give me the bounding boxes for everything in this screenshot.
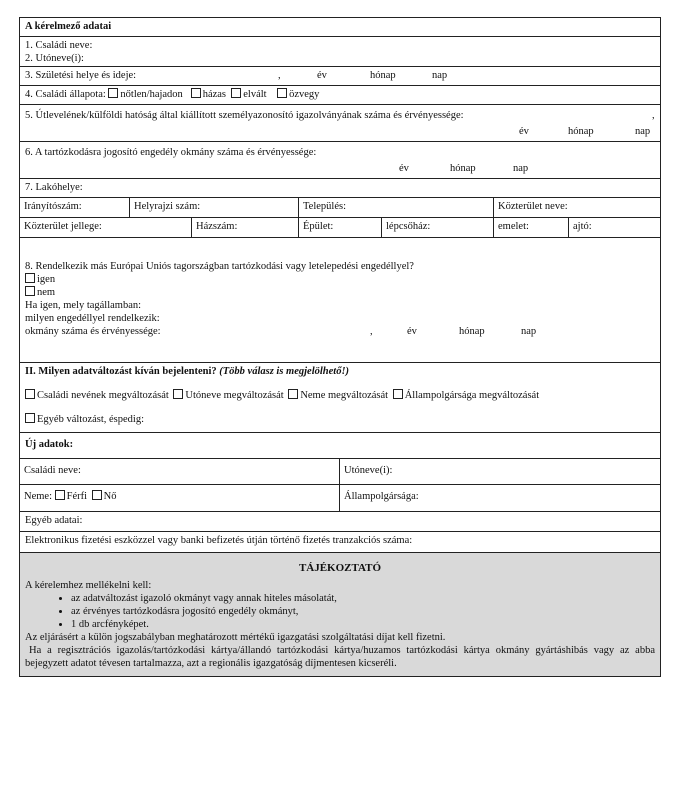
address-header bbox=[20, 179, 660, 198]
change-citizenship-label: Állampolgársága megváltozását bbox=[404, 390, 540, 401]
section-2 bbox=[20, 363, 660, 433]
change-gender-label: Neme megváltozását bbox=[300, 390, 389, 401]
eu-permit-no-checkbox[interactable] bbox=[25, 286, 35, 296]
change-citizenship-checkbox[interactable] bbox=[393, 389, 403, 399]
new-name-row bbox=[20, 459, 660, 485]
residence-month-label: hónap bbox=[450, 163, 476, 174]
passport-year-label: év bbox=[519, 126, 529, 137]
birth-comma: , bbox=[278, 70, 281, 81]
floor-cell[interactable]: emelet: bbox=[494, 218, 569, 237]
name-fields[interactable] bbox=[20, 37, 660, 67]
gender-female-checkbox[interactable] bbox=[92, 490, 102, 500]
street-type-cell[interactable]: Közterület jellege: bbox=[20, 218, 192, 237]
attachment-item: • az adatváltozást igazoló okmányt vagy annak hiteles másolatát, bbox=[71, 592, 655, 605]
gender-male-checkbox[interactable] bbox=[55, 490, 65, 500]
eu-permit-question: 8. Rendelkezik más Európai Uniós tagországban tartózkodási vagy letelepedési engedéllyel? bbox=[25, 261, 414, 272]
marital-single-checkbox[interactable] bbox=[108, 88, 118, 98]
new-gender-row bbox=[20, 485, 660, 512]
new-gender-cell bbox=[20, 485, 340, 511]
given-name-label: 2. Utóneve(i): bbox=[25, 53, 84, 64]
payment-field[interactable] bbox=[20, 532, 660, 553]
residence-permit-field[interactable] bbox=[20, 142, 660, 179]
change-given-name-label: Utóneve megváltozását bbox=[185, 390, 284, 401]
change-other-label: Egyéb változást, éspedig: bbox=[37, 414, 145, 425]
address-title: 7. Lakóhelye: bbox=[25, 182, 83, 193]
settlement-cell[interactable]: Település: bbox=[299, 198, 494, 217]
birth-label: 3. Születési helye és ideje: bbox=[25, 70, 137, 81]
eu-doc-day-label: nap bbox=[521, 326, 537, 337]
marital-widowed-checkbox[interactable] bbox=[277, 88, 287, 98]
section-1-title: A kérelmező adatai bbox=[25, 21, 112, 32]
attachment-list bbox=[25, 592, 655, 631]
address-row-2 bbox=[20, 218, 660, 238]
gender-label: Neme: bbox=[24, 491, 52, 502]
new-family-name-cell[interactable]: Családi neve: bbox=[20, 459, 340, 484]
change-gender-checkbox[interactable] bbox=[288, 389, 298, 399]
correction-notice: Ha a regisztrációs igazolás/tartózkodási kártya/állandó tartózkodási kártya/huzamos tartózkodási kártya okmány gyártáshibás vagy az abba bejegyzett adatot tévesen tartalmazza, azt a regionális igazgatóság díjmentesen kicseréli. bbox=[25, 645, 655, 669]
lot-number-cell[interactable]: Helyrajzi szám: bbox=[130, 198, 299, 217]
passport-field[interactable] bbox=[20, 105, 660, 142]
payment-label: Elektronikus fizetési eszközzel vagy banki befizetés útján történő fizetés tranzakciós száma: bbox=[25, 535, 413, 546]
marital-divorced-label: elvált bbox=[243, 89, 267, 100]
gender-male-label: Férfi bbox=[66, 491, 88, 502]
street-name-cell[interactable]: Közterület neve: bbox=[498, 201, 568, 212]
section-3-title: Új adatok: bbox=[25, 439, 74, 450]
other-data-label: Egyéb adatai: bbox=[25, 515, 83, 526]
marital-field bbox=[20, 86, 660, 105]
gender-female-label: Nő bbox=[103, 491, 117, 502]
fee-notice: Az eljárásért a külön jogszabályban meghatározott mértékű igazgatási szolgáltatási díjat kell fizetni. bbox=[25, 632, 446, 643]
birth-day-label: nap bbox=[432, 70, 448, 81]
postal-code-cell[interactable]: Irányítószám: bbox=[20, 198, 130, 217]
door-cell[interactable]: ajtó: bbox=[573, 221, 592, 232]
marital-label: 4. Családi állapota: bbox=[25, 89, 106, 100]
address-row-1 bbox=[20, 198, 660, 218]
passport-month-label: hónap bbox=[568, 126, 594, 137]
new-citizenship-cell[interactable]: Állampolgársága: bbox=[344, 491, 419, 502]
info-title: TÁJÉKOZTATÓ bbox=[298, 562, 382, 574]
marital-divorced-checkbox[interactable] bbox=[231, 88, 241, 98]
building-cell[interactable]: Épület: bbox=[299, 218, 382, 237]
residence-day-label: nap bbox=[513, 163, 529, 174]
section-2-note: (Több válasz is megjelölhető!) bbox=[219, 366, 350, 377]
marital-single-label: nőtlen/hajadon bbox=[120, 89, 183, 100]
attachment-item: • az érvényes tartózkodásra jogosító engedély okmányt, bbox=[71, 605, 655, 618]
birth-month-label: hónap bbox=[370, 70, 396, 81]
eu-permit-yes-checkbox[interactable] bbox=[25, 273, 35, 283]
eu-doc-month-label: hónap bbox=[459, 326, 485, 337]
residence-year-label: év bbox=[399, 163, 409, 174]
section-1-header bbox=[20, 18, 660, 37]
change-other-checkbox[interactable] bbox=[25, 413, 35, 423]
eu-permit-no-label: nem bbox=[37, 287, 56, 298]
eu-doc-comma: , bbox=[370, 326, 373, 337]
birth-field[interactable] bbox=[20, 67, 660, 86]
info-intro: A kérelemhez mellékelni kell: bbox=[25, 580, 152, 591]
eu-doc-number-label: okmány száma és érvényessége: bbox=[25, 326, 161, 337]
eu-permit-yes-label: igen bbox=[37, 274, 56, 285]
birth-year-label: év bbox=[317, 70, 327, 81]
passport-day-label: nap bbox=[635, 126, 651, 137]
change-family-name-label: Családi nevének megváltozását bbox=[37, 390, 169, 401]
eu-permit-type-label: milyen engedéllyel rendelkezik: bbox=[25, 313, 160, 324]
passport-comma: , bbox=[652, 110, 655, 121]
new-given-name-cell[interactable]: Utóneve(i): bbox=[344, 465, 393, 476]
info-box bbox=[20, 553, 660, 676]
marital-widowed-label: özvegy bbox=[289, 89, 320, 100]
application-form bbox=[19, 17, 661, 677]
residence-permit-label: 6. A tartózkodásra jogosító engedély okmány száma és érvényessége: bbox=[25, 147, 317, 158]
eu-doc-year-label: év bbox=[407, 326, 417, 337]
eu-state-label: Ha igen, mely tagállamban: bbox=[25, 300, 142, 311]
staircase-cell[interactable]: lépcsőház: bbox=[382, 218, 494, 237]
section-2-title: II. Milyen adatváltozást kíván bejelenteni? bbox=[25, 366, 217, 377]
passport-label: 5. Útlevelének/külföldi hatóság által kiállított személyazonosító igazolványának száma és érvényessége: bbox=[25, 110, 464, 121]
family-name-label: 1. Családi neve: bbox=[25, 40, 93, 51]
section-3-header bbox=[20, 433, 660, 459]
marital-married-label: házas bbox=[202, 89, 227, 100]
marital-married-checkbox[interactable] bbox=[191, 88, 201, 98]
attachment-item: • 1 db arcfényképet. bbox=[71, 618, 655, 631]
eu-permit-field bbox=[20, 238, 660, 363]
other-data-field[interactable] bbox=[20, 512, 660, 532]
change-given-name-checkbox[interactable] bbox=[173, 389, 183, 399]
change-family-name-checkbox[interactable] bbox=[25, 389, 35, 399]
house-number-cell[interactable]: Házszám: bbox=[192, 218, 299, 237]
